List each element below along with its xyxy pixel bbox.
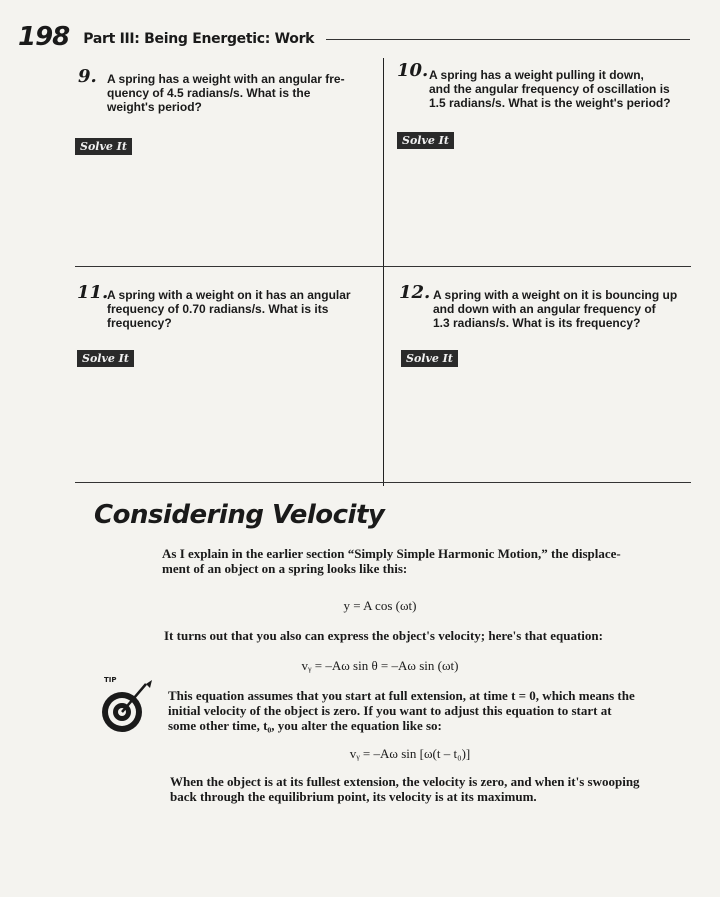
problem-12	[399, 284, 691, 474]
grid-bottom-rule	[75, 482, 691, 483]
page-number: 198	[18, 22, 70, 52]
problem-line: and down with an angular frequency of	[433, 302, 656, 316]
grid-horizontal-divider	[75, 266, 691, 267]
problem-line: A spring has a weight with an angular fre-	[107, 72, 345, 86]
problem-text	[429, 68, 691, 110]
problem-text	[433, 288, 691, 330]
paragraph-line: As I explain in the earlier section “Simply Simple Harmonic Motion,” the displace-	[162, 546, 621, 561]
problem-line: A spring with a weight on it is bouncing up	[433, 288, 678, 302]
tip-label: TIP	[104, 676, 117, 684]
problem-text	[107, 288, 377, 330]
page-header	[18, 14, 690, 50]
problem-number: 11.	[77, 282, 109, 303]
problem-line: quency of 4.5 radians/s. What is the	[107, 86, 311, 100]
header-rule	[326, 39, 690, 40]
problem-10	[393, 62, 691, 258]
problem-number: 10.	[397, 60, 429, 81]
equation-velocity: vᵧ = –Aω sin θ = –Aω sin (ωt)	[301, 658, 459, 673]
paragraph-line: When the object is at its fullest extension, the velocity is zero, and when it's swooping	[170, 774, 640, 789]
problem-line: frequency?	[107, 316, 172, 330]
problem-9	[75, 68, 375, 258]
intro-paragraph	[162, 546, 682, 576]
problem-grid	[75, 58, 691, 488]
solve-it-label: Solve It	[397, 132, 454, 149]
equation-displacement: y = A cos (ωt)	[343, 598, 417, 613]
problem-line: 1.5 radians/s. What is the weight's period?	[429, 96, 671, 110]
problem-line: weight's period?	[107, 100, 202, 114]
paragraph-line: initial velocity of the object is zero. If you want to adjust this equation to start at	[168, 703, 612, 718]
velocity-paragraph: It turns out that you also can express the object's velocity; here's that equation:	[164, 628, 603, 643]
problem-number: 12.	[399, 282, 431, 303]
problem-line: 1.3 radians/s. What is its frequency?	[433, 316, 641, 330]
target-tip-icon	[96, 676, 156, 736]
equation-velocity-offset: vᵧ = –Aω sin [ω(t – t₀)]	[349, 746, 471, 761]
problem-line: frequency of 0.70 radians/s. What is its	[107, 302, 329, 316]
closing-paragraph	[170, 774, 690, 804]
problem-text	[107, 72, 377, 114]
problem-line: and the angular frequency of oscillation is	[429, 82, 670, 96]
paragraph-line: ment of an object on a spring looks like this:	[162, 561, 408, 576]
part-title: Part III: Being Energetic: Work	[83, 31, 315, 47]
section-title: Considering Velocity	[94, 500, 385, 530]
tip-paragraph	[168, 688, 688, 733]
problem-number: 9.	[78, 66, 97, 87]
paragraph-line: some other time, t₀, you alter the equation like so:	[168, 718, 442, 733]
solve-it-label: Solve It	[401, 350, 458, 367]
problem-line: A spring has a weight pulling it down,	[429, 68, 644, 82]
problem-11	[75, 284, 375, 474]
solve-it-label: Solve It	[77, 350, 134, 367]
problem-line: A spring with a weight on it has an angular	[107, 288, 351, 302]
grid-vertical-divider	[383, 58, 384, 486]
solve-it-label: Solve It	[75, 138, 132, 155]
paragraph-line: back through the equilibrium point, its velocity is at its maximum.	[170, 789, 537, 804]
paragraph-line: This equation assumes that you start at full extension, at time t = 0, which means the	[168, 688, 635, 703]
